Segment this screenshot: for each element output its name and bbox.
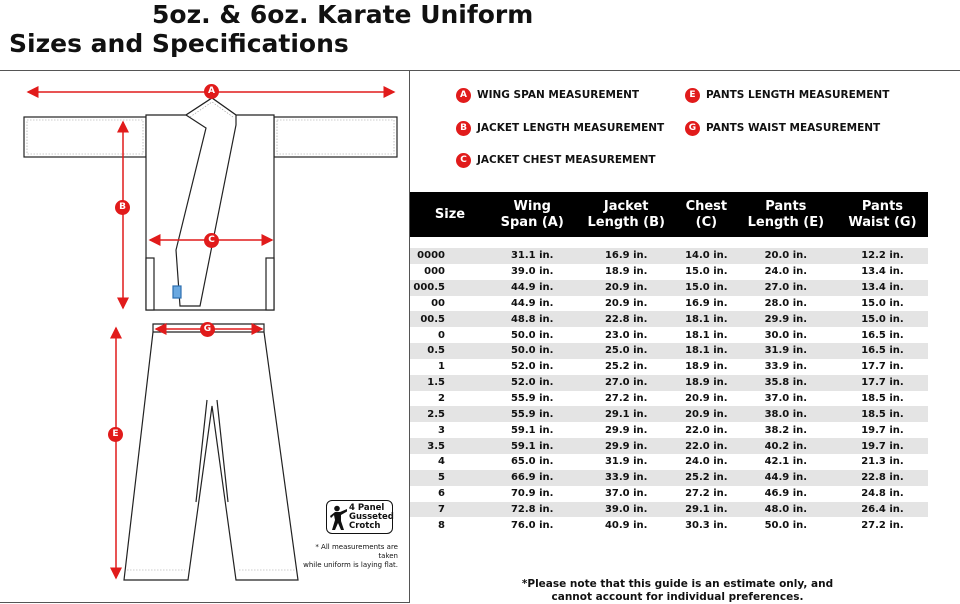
table-cell: 18.5 in. (837, 406, 928, 422)
table-cell: 1 (438, 361, 445, 373)
table-cell: 48.0 in. (735, 502, 837, 518)
table-row (410, 264, 928, 280)
table-cell: 18.5 in. (861, 393, 904, 405)
table-cell: 65.0 in. (510, 456, 554, 468)
header-size: Size (410, 192, 490, 237)
table-cell: 44.9 in. (735, 470, 837, 486)
jacket-outline (24, 98, 397, 310)
table-cell: 52.0 in. (510, 361, 554, 373)
table-row (410, 502, 928, 518)
table-row (410, 391, 928, 407)
marker-a: A (204, 84, 219, 99)
marker-b: B (115, 200, 130, 215)
header-pants-waist: Pants Waist (G) (837, 192, 928, 237)
table-cell: 22.8 in. (574, 311, 678, 327)
table-cell: 15.0 in. (837, 311, 928, 327)
badge-line3: Crotch (349, 521, 381, 531)
table-cell: 16.9 in. (685, 297, 728, 309)
table-cell: 16.5 in. (861, 329, 904, 341)
karate-kick-silhouette-icon (330, 505, 348, 531)
table-cell: 00 (431, 297, 445, 309)
table-cell: 59.1 in. (490, 438, 574, 454)
legend-label-a: WING SPAN MEASUREMENT (477, 89, 640, 101)
table-row (410, 311, 928, 327)
table-cell: 3 (438, 424, 445, 436)
table-cell: 29.1 in. (574, 406, 678, 422)
legend-marker-e: E (685, 88, 700, 103)
table-cell: 4 (438, 456, 445, 468)
table-cell: 26.4 in. (837, 502, 928, 518)
legend-marker-b: B (456, 121, 471, 136)
table-cell: 3.5 (410, 438, 490, 454)
table-cell: 0000 (410, 248, 490, 264)
measurement-note: * All measurements are taken while uniform is laying flat. (303, 543, 398, 569)
table-cell: 21.3 in. (861, 456, 904, 468)
table-row (410, 359, 928, 375)
table-cell: 29.9 in. (574, 438, 678, 454)
header-pants-length: Pants Length (E) (735, 192, 837, 237)
table-cell: 18.9 in. (604, 266, 648, 278)
page-title-line1: 5oz. & 6oz. Karate Uniform (152, 0, 534, 29)
table-cell: 59.1 in. (510, 424, 554, 436)
table-cell: 55.9 in. (510, 393, 554, 405)
table-header-row (410, 192, 928, 237)
table-cell: 76.0 in. (510, 519, 554, 531)
table-cell: 13.4 in. (837, 280, 928, 296)
legend-label-c: JACKET CHEST MEASUREMENT (477, 154, 656, 166)
table-row (410, 517, 928, 533)
table-cell: 40.2 in. (735, 438, 837, 454)
table-cell: 37.0 in. (764, 393, 808, 405)
table-cell: 38.2 in. (764, 424, 808, 436)
table-cell: 20.9 in. (574, 280, 678, 296)
table-row (410, 248, 928, 264)
header-jacket-length: Jacket Length (B) (574, 192, 678, 237)
table-cell: 72.8 in. (490, 502, 574, 518)
table-cell: 37.0 in. (604, 488, 648, 500)
table-cell: 20.9 in. (604, 297, 648, 309)
pants-outline (124, 324, 298, 580)
marker-e: E (108, 427, 123, 442)
legend-item-e (685, 88, 889, 104)
table-cell: 22.8 in. (837, 470, 928, 486)
table-cell: 44.9 in. (490, 280, 574, 296)
table-cell: 31.9 in. (604, 456, 648, 468)
page-title-line2: Sizes and Specifications (9, 29, 349, 58)
table-cell: 27.0 in. (735, 280, 837, 296)
table-cell: 5 (410, 470, 490, 486)
table-cell: 15.0 in. (685, 266, 728, 278)
table-cell: 18.1 in. (678, 311, 735, 327)
legend-marker-g: G (685, 121, 700, 136)
badge-line1: 4 Panel (349, 503, 385, 513)
table-cell: 46.9 in. (764, 488, 808, 500)
table-cell: 16.9 in. (574, 248, 678, 264)
table-cell: 25.2 in. (604, 361, 648, 373)
table-cell: 25.2 in. (678, 470, 735, 486)
table-cell: 13.4 in. (861, 266, 904, 278)
table-cell: 35.8 in. (735, 375, 837, 391)
table-cell: 0.5 (410, 343, 490, 359)
table-cell: 48.8 in. (490, 311, 574, 327)
table-row (410, 406, 928, 422)
table-cell: 39.0 in. (574, 502, 678, 518)
legend-label-b: JACKET LENGTH MEASUREMENT (477, 122, 665, 134)
table-cell: 70.9 in. (510, 488, 554, 500)
table-cell: 00.5 (410, 311, 490, 327)
table-row (410, 422, 928, 438)
table-cell: 29.1 in. (678, 502, 735, 518)
table-cell: 27.2 in. (604, 393, 648, 405)
legend-item-b (456, 121, 664, 137)
table-cell: 25.0 in. (574, 343, 678, 359)
table-cell: 18.1 in. (685, 329, 728, 341)
table-cell: 14.0 in. (678, 248, 735, 264)
table-cell: 55.9 in. (490, 406, 574, 422)
table-cell: 000.5 (410, 280, 490, 296)
table-row (410, 486, 928, 502)
table-row (410, 327, 928, 343)
legend-marker-a: A (456, 88, 471, 103)
table-cell: 27.0 in. (574, 375, 678, 391)
table-cell: 20.0 in. (735, 248, 837, 264)
table-cell: 50.0 in. (764, 519, 808, 531)
table-cell: 20.9 in. (685, 393, 728, 405)
table-cell: 2 (438, 393, 445, 405)
table-cell: 42.1 in. (764, 456, 808, 468)
table-cell: 8 (438, 519, 445, 531)
table-spacer (410, 237, 928, 248)
table-cell: 19.7 in. (837, 438, 928, 454)
marker-g: G (200, 322, 215, 337)
footnote: *Please note that this guide is an estimate only, and cannot account for individual preferences. (521, 578, 834, 603)
table-cell: 23.0 in. (604, 329, 648, 341)
table-cell: 33.9 in. (574, 470, 678, 486)
gusseted-crotch-badge (326, 500, 393, 534)
table-cell: 12.2 in. (837, 248, 928, 264)
legend-marker-c: C (456, 153, 471, 168)
table-cell: 18.1 in. (678, 343, 735, 359)
table-row (410, 438, 928, 454)
table-cell: 6 (438, 488, 445, 500)
table-cell: 18.9 in. (678, 375, 735, 391)
badge-line2: Gusseted (349, 512, 394, 522)
table-cell: 22.0 in. (685, 424, 728, 436)
table-cell: 19.7 in. (861, 424, 904, 436)
table-cell: 40.9 in. (604, 519, 648, 531)
table-cell: 39.0 in. (510, 266, 554, 278)
table-cell: 7 (410, 502, 490, 518)
table-cell: 29.9 in. (735, 311, 837, 327)
table-cell: 27.2 in. (861, 519, 904, 531)
table-cell: 50.0 in. (510, 329, 554, 341)
table-cell: 17.7 in. (861, 361, 904, 373)
table-cell: 30.0 in. (764, 329, 808, 341)
table-cell: 0 (438, 329, 445, 341)
table-row (410, 343, 928, 359)
header-wing-span: Wing Span (A) (490, 192, 574, 237)
table-cell: 28.0 in. (764, 297, 808, 309)
table-row (410, 296, 928, 312)
table-cell: 15.0 in. (861, 297, 904, 309)
table-cell: 38.0 in. (735, 406, 837, 422)
table-cell: 31.9 in. (735, 343, 837, 359)
legend-item-a (456, 88, 639, 104)
table-cell: 27.2 in. (685, 488, 728, 500)
header-chest: Chest (C) (678, 192, 735, 237)
table-cell: 52.0 in. (490, 375, 574, 391)
table-cell: 15.0 in. (678, 280, 735, 296)
table-cell: 30.3 in. (685, 519, 728, 531)
legend-label-g: PANTS WAIST MEASUREMENT (706, 122, 881, 134)
marker-c: C (204, 233, 219, 248)
table-row (410, 470, 928, 486)
table-cell: 33.9 in. (764, 361, 808, 373)
table-cell: 18.9 in. (685, 361, 728, 373)
table-row (410, 454, 928, 470)
table-cell: 2.5 (410, 406, 490, 422)
table-cell: 16.5 in. (837, 343, 928, 359)
legend-item-c (456, 153, 656, 169)
table-cell: 24.8 in. (861, 488, 904, 500)
table-cell: 24.0 in. (764, 266, 808, 278)
table-cell: 50.0 in. (490, 343, 574, 359)
table-cell: 17.7 in. (837, 375, 928, 391)
table-cell: 29.9 in. (604, 424, 648, 436)
table-row (410, 375, 928, 391)
table-cell: 22.0 in. (678, 438, 735, 454)
size-spec-table (410, 192, 928, 533)
table-cell: 66.9 in. (490, 470, 574, 486)
table-cell: 44.9 in. (510, 297, 554, 309)
legend-label-e: PANTS LENGTH MEASUREMENT (706, 89, 890, 101)
table-cell: 000 (424, 266, 445, 278)
table-cell: 31.1 in. (490, 248, 574, 264)
table-cell: 20.9 in. (678, 406, 735, 422)
table-cell: 1.5 (410, 375, 490, 391)
legend-item-g (685, 121, 880, 137)
table-cell: 24.0 in. (685, 456, 728, 468)
table-row (410, 280, 928, 296)
